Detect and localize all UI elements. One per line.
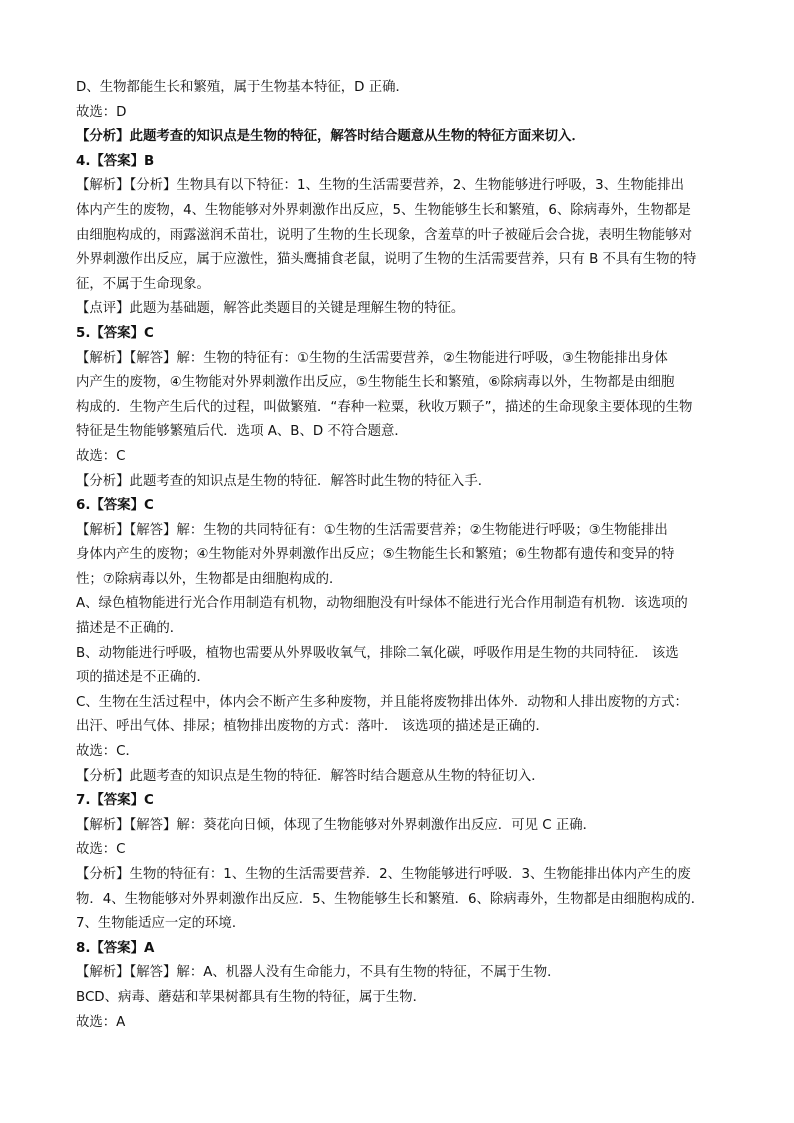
text-line: 性；⑦除病毒以外，生物都是由细胞构成的．	[76, 571, 343, 587]
text-line: 出汗、呼出气体、排尿；植物排出废物的方式：落叶． 该选项的描述是正确的．	[76, 719, 549, 735]
question-answer-heading: 6.【答案】C	[76, 498, 154, 514]
text-line: 故选：C．	[76, 744, 139, 760]
text-line: 故选：A	[76, 1014, 126, 1030]
text-line: 体内产生的废物，4、生物能够对外界刺激作出反应，5、生物能够生长和繁殖，6、除病毒外，生物都是	[76, 202, 691, 218]
text-line: 项的描述是不正确的．	[76, 670, 210, 686]
text-line: 身体内产生的废物；④生物能对外界刺激作出反应；⑤生物能生长和繁殖；⑥生物都有遗传和变异的特	[76, 547, 675, 563]
question-answer-heading: 4.【答案】B	[76, 153, 155, 169]
text-line: 物．4、生物能够对外界刺激作出反应．5、生物能够生长和繁殖．6、除病毒外，生物都是由细胞构成的．	[76, 891, 705, 907]
text-line: D、生物都能生长和繁殖，属于生物基本特征，D 正确．	[76, 80, 409, 95]
text-line: 【点评】此题为基础题，解答此类题目的关键是理解生物的特征。	[76, 301, 465, 317]
text-line: 【分析】生物的特征有：1、生物的生活需要营养．2、生物能够进行呼吸．3、生物能排出体内产生的废	[76, 867, 691, 882]
text-line: 故选：C	[76, 842, 126, 858]
text-line: 故选：D	[76, 104, 127, 120]
text-line: 【分析】此题考查的知识点是生物的特征，解答时结合题意从生物的特征方面来切入．	[76, 129, 585, 145]
text-line: 内产生的废物，④生物能对外界刺激作出反应，⑤生物能生长和繁殖，⑥除病毒以外，生物都是由细胞	[76, 375, 675, 391]
text-line: 【解析】【解答】解：生物的特征有：①生物的生活需要营养，②生物能进行呼吸，③生物能排出身体	[76, 350, 668, 366]
text-line: 7、生物能适应一定的环境．	[76, 916, 246, 932]
question-answer-heading: 5.【答案】C	[76, 325, 154, 341]
text-line: 描述是不正确的．	[76, 621, 184, 637]
text-line: A、绿色植物能进行光合作用制造有机物，动物细胞没有叶绿体不能进行光合作用制造有机物．该选项的	[76, 596, 688, 612]
text-line: 【分析】此题考查的知识点是生物的特征．解答时结合题意从生物的特征切入．	[76, 768, 545, 784]
question-answer-heading: 7.【答案】C	[76, 793, 154, 809]
document-body	[76, 76, 724, 1035]
text-line: 【分析】此题考查的知识点是生物的特征．解答时此生物的特征入手．	[76, 473, 492, 489]
text-line: 故选：C	[76, 448, 126, 464]
text-line: 【解析】【解答】解：生物的共同特征有：①生物的生活需要营养；②生物能进行呼吸；③生物能排出	[76, 522, 668, 538]
text-line: 【解析】【解答】解：葵花向日倾，体现了生物能够对外界刺激作出反应．可见 C 正确．	[76, 817, 597, 833]
text-line: 由细胞构成的，雨露滋润禾苗壮，说明了生物的生长现象，含羞草的叶子被碰后会合拢，表明生物能够对	[76, 227, 692, 243]
text-line: B、动物能进行呼吸，植物也需要从外界吸收氧气，排除二氧化碳，呼吸作用是生物的共同特征． 该选	[76, 645, 679, 661]
text-line: 【解析】【解答】解：A、机器人没有生命能力，不具有生物的特征，不属于生物．	[76, 965, 561, 981]
text-line: C、生物在生活过程中，体内会不断产生多种废物，并且能将废物排出体外．动物和人排出废物的方式：	[76, 694, 688, 710]
text-line: BCD、病毒、蘑菇和苹果树都具有生物的特征，属于生物．	[76, 989, 426, 1005]
text-line: 外界刺激作出反应，属于应激性，猫头鹰捕食老鼠，说明了生物的生活需要营养，只有 B 不具有生物的特	[76, 252, 697, 268]
question-answer-heading: 8.【答案】A	[76, 940, 155, 956]
text-line: 构成的．生物产生后代的过程，叫做繁殖．“春种一粒粟，秋收万颗子”，描述的生命现象主要体现的生物	[76, 399, 693, 415]
text-line: 特征是生物能够繁殖后代．选项 A、B、D 不符合题意．	[76, 424, 408, 440]
text-line: 征，不属于生命现象。	[76, 276, 210, 292]
text-line: 【解析】【分析】生物具有以下特征：1、生物的生活需要营养，2、生物能够进行呼吸，3、生物能排出	[76, 178, 685, 194]
